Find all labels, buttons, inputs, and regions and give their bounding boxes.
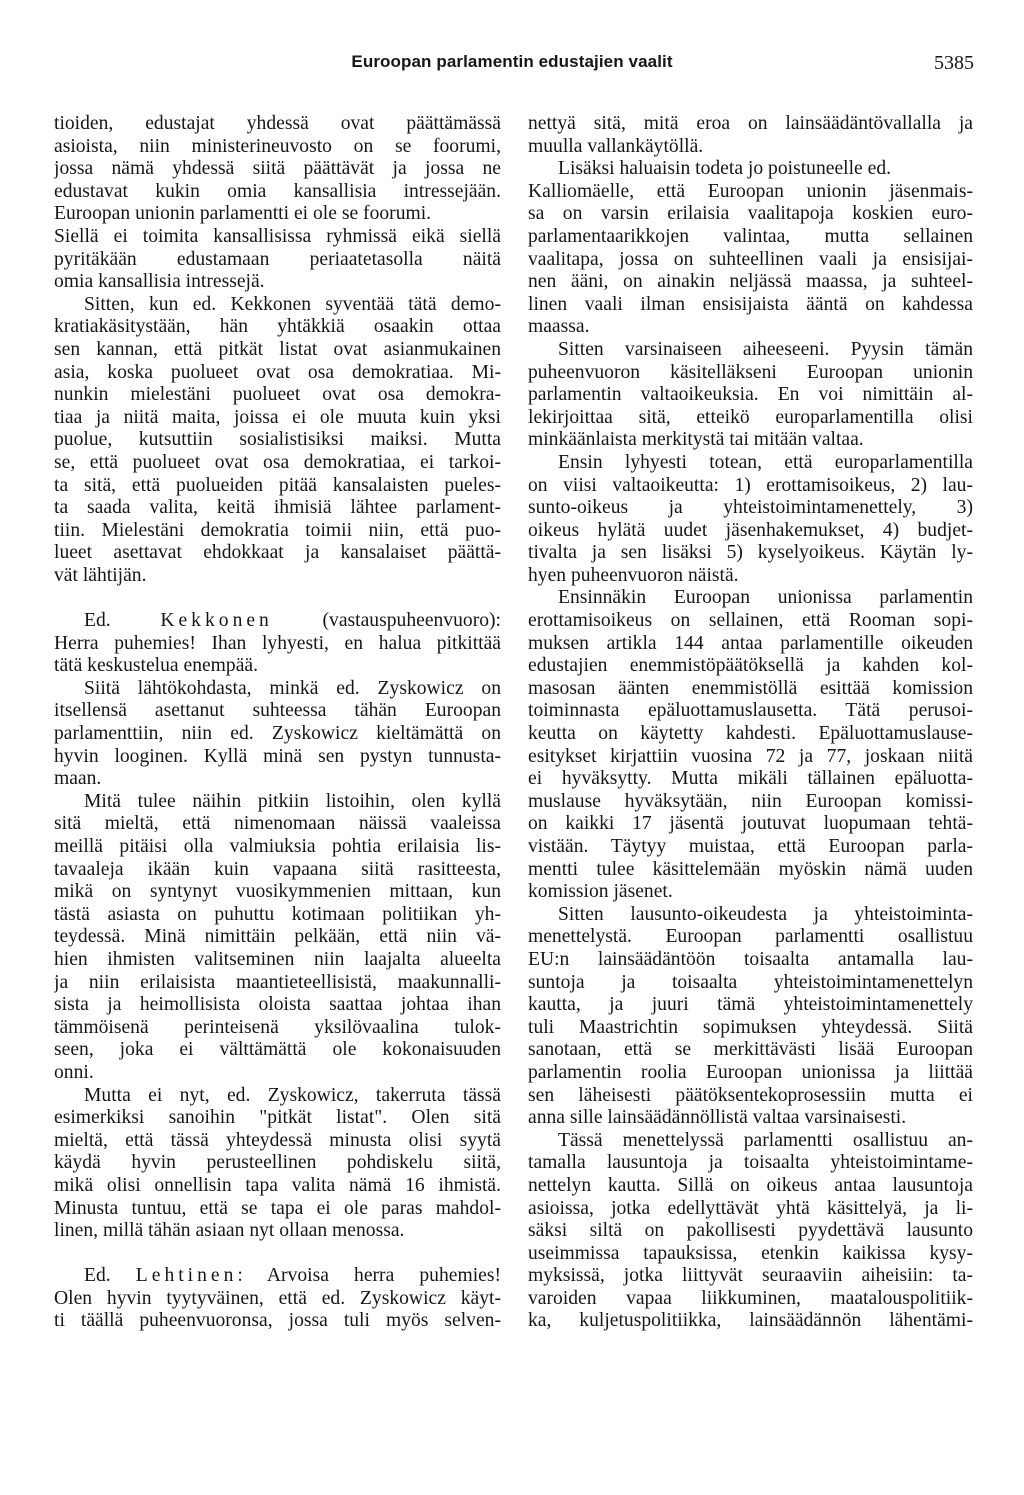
text-line (54, 136, 501, 159)
text-segment: Tässä menettelyssä parlamentti osallistuu an- (558, 1129, 973, 1151)
text-segment: (vastauspuheenvuoro): (272, 610, 501, 632)
text-line (528, 226, 973, 249)
text-line (528, 610, 973, 633)
text-line (528, 1085, 973, 1108)
text-line (54, 1152, 501, 1175)
text-line (528, 1175, 973, 1198)
text-line (528, 972, 973, 995)
text-segment: komission jäsenet. (528, 881, 673, 903)
text-segment: muksen artikla 144 antaa parlamentille oikeuden (528, 632, 973, 654)
text-line (528, 1288, 973, 1311)
text-line (54, 1175, 501, 1198)
text-segment: Sitten, kun ed. Kekkonen syventää tätä demo- (84, 293, 501, 315)
text-segment: tämmöisenä perinteisenä yksilövaalina tulok- (54, 1016, 501, 1038)
text-segment: edustavat kukin omia kansallisia intressejään. (54, 180, 501, 202)
text-line (54, 226, 501, 249)
paragraph-gap (54, 1243, 501, 1266)
text-segment: parlamenttiin, niin ed. Zyskowicz kieltämättä on (54, 723, 501, 745)
text-segment: linen, millä tähän asiaan nyt ollaan menossa. (54, 1220, 405, 1242)
text-segment: masosan äänten enemmistöllä esittää komission (528, 677, 973, 699)
text-line (54, 1062, 501, 1085)
text-line (54, 249, 501, 272)
left-text-column (54, 113, 501, 1333)
text-segment: parlamentaarikkojen valintaa, mutta sellainen (528, 225, 973, 247)
text-segment: tioiden, edustajat yhdessä ovat päättämässä (54, 113, 501, 134)
text-segment: tavaaleja ikään kuin vapaana siitä rasitteesta, (54, 858, 501, 880)
text-segment: seen, joka ei välttämättä ole kokonaisuuden (54, 1039, 501, 1061)
text-line (528, 655, 973, 678)
text-line (528, 949, 973, 972)
text-line (528, 542, 973, 565)
text-segment: mikä on syntynyt vuosikymmenien mittaan, kun (54, 881, 501, 903)
text-line (54, 452, 501, 475)
speaker-name: Kekkonen (160, 610, 273, 632)
text-segment: Ensin lyhyesti totean, että europarlamentilla (558, 451, 973, 473)
text-segment: sanotaan, että se merkittävästi lisää Euroopan (528, 1039, 973, 1061)
text-line (528, 452, 973, 475)
paragraph-gap (54, 587, 501, 610)
text-segment: muslause hyväksytään, niin Euroopan komissi- (528, 790, 973, 812)
text-segment: Kalliomäelle, että Euroopan unionin jäsenmais- (528, 180, 973, 202)
text-line (528, 249, 973, 272)
text-segment: esitykset kirjattiin vuosina 72 ja 77, joskaan niitä (528, 745, 973, 767)
text-segment: meillä pitäisi olla valmiuksia pohtia erilaisia lis- (54, 836, 501, 857)
text-line (54, 181, 501, 204)
text-segment: teydessä. Minä nimittäin pelkään, että niin vä- (54, 926, 501, 948)
text-segment: tamalla lausuntoja ja toisaalta yhteistoimintame- (528, 1152, 973, 1174)
text-segment: käydä hyvin perusteellinen pohdiskelu siitä, (54, 1152, 501, 1174)
text-segment: kratiakäsitystään, hän yhtäkkiä osaakin ottaa (54, 316, 501, 338)
text-line (528, 746, 973, 769)
text-segment: tivalta ja sen lisäksi 5) kyselyoikeus. Käytän ly- (528, 542, 973, 564)
text-segment: se, että puolueet ovat osa demokratiaa, ei tarkoi- (54, 451, 501, 473)
text-line (54, 1310, 501, 1333)
text-line (54, 429, 501, 452)
text-line (54, 1265, 501, 1288)
text-segment: nen ääni, on ainakin neljässä maassa, ja suhteel- (528, 271, 973, 293)
text-segment: mieltä, että tässä yhteydessä minusta olisi syytä (54, 1129, 501, 1151)
text-segment: ta sitä, että puolueiden pitää kansalaisten pueles- (54, 474, 501, 496)
text-segment: muulla vallankäytöllä. (528, 135, 704, 157)
text-segment: hyvin looginen. Kyllä minä sen pystyn tunnusta- (54, 745, 501, 767)
text-segment: Lisäksi haluaisin todeta jo poistuneelle ed. (558, 158, 892, 180)
text-line (54, 746, 501, 769)
text-segment: Sitten varsinaiseen aiheeseeni. Pyysin tämän (558, 338, 973, 360)
text-line (54, 1085, 501, 1108)
text-line (54, 1198, 501, 1221)
text-line (528, 339, 973, 362)
text-line (54, 972, 501, 995)
text-segment: Mitä tulee näihin pitkiin listoihin, olen kyllä (84, 790, 501, 812)
text-segment: pyritäkään edustamaan periaatetasolla näitä (54, 248, 501, 270)
text-segment: lekirjoittaa sitä, etteikö europarlamentilla olisi (528, 406, 973, 428)
text-line (528, 294, 973, 317)
text-segment: maassa. (528, 316, 590, 338)
text-segment: ka, kuljetuspolitiikka, lainsäädännön lähentämi- (528, 1310, 973, 1332)
speaker-name: Lehtinen (135, 1265, 238, 1287)
text-segment: Ensinnäkin Euroopan unionissa parlamentin (558, 587, 973, 609)
text-line (528, 158, 973, 181)
text-segment: puolue, kutsuttiin sosialistisiksi maiksi. Mutta (54, 429, 501, 451)
text-line (528, 362, 973, 385)
text-line (54, 407, 501, 430)
text-segment: vistään. Täytyy muistaa, että Euroopan parla- (528, 836, 973, 857)
text-segment: nettelyn kautta. Sillä on oikeus antaa lausuntoja (528, 1174, 973, 1196)
text-line (54, 1130, 501, 1153)
text-line (528, 768, 973, 791)
text-segment: sa on varsin erilaisia vaalitapoja koskien euro- (528, 203, 973, 225)
text-segment: säksi siltä on pakollisesti pyydettävä lausunto (528, 1220, 973, 1242)
right-text-column (528, 113, 973, 1333)
text-line (528, 475, 973, 498)
text-segment: nettyä sitä, mitä eroa on lainsäädäntövallalla ja (528, 113, 973, 134)
text-segment: linen vaali ilman ensisijaista ääntä on kahdessa (528, 293, 973, 315)
text-line (54, 813, 501, 836)
text-line (54, 1039, 501, 1062)
text-line (528, 1265, 973, 1288)
text-segment: vaalitapa, jossa on suhteellinen vaali ja ensisijai- (528, 248, 973, 270)
text-line (528, 1152, 973, 1175)
text-segment: varoiden vapaa liikkuminen, maatalouspolitiik- (528, 1287, 973, 1309)
text-line (54, 1107, 501, 1130)
text-segment: menettelystä. Euroopan parlamentti osallistuu (528, 926, 973, 948)
text-line (54, 791, 501, 814)
text-segment: sista ja heimollisista oloista saattaa johtaa ihan (54, 994, 501, 1016)
text-line (54, 542, 501, 565)
text-line (54, 655, 501, 678)
text-line (54, 700, 501, 723)
text-segment: anna sille lainsäädännöllistä valtaa varsinaisesti. (528, 1107, 907, 1129)
text-segment: myksissä, jotka liittyvät seuraaviin aiheisiin: ta- (528, 1265, 973, 1287)
text-line (528, 723, 973, 746)
text-segment: Mutta ei nyt, ed. Zyskowicz, takerruta tässä (84, 1084, 501, 1106)
text-line (528, 181, 973, 204)
text-segment: tiin. Mielestäni demokratia toimii niin, että puo- (54, 519, 501, 541)
page-number: 5385 (934, 52, 974, 74)
text-line (54, 926, 501, 949)
text-line (54, 113, 501, 136)
text-segment: omia kansallisia intressejä. (54, 271, 265, 293)
text-segment: tiaa ja niitä maita, joissa ei ole muuta kuin yksi (54, 406, 501, 428)
text-line (528, 113, 973, 136)
text-line (528, 1039, 973, 1062)
text-segment: mentti tulee käsittelemään myöskin nämä uuden (528, 858, 973, 880)
text-segment: tätä keskustelua enempää. (54, 655, 259, 677)
text-line (528, 271, 973, 294)
text-segment: asia, koska puolueet ovat osa demokratiaa. Mi- (54, 361, 501, 383)
text-segment: sen läheisesti päätöksentekoprosessiin mutta ei (528, 1084, 973, 1106)
text-line (54, 610, 501, 633)
text-line (54, 768, 501, 791)
text-line (54, 520, 501, 543)
text-line (528, 565, 973, 588)
text-segment: ei hyväksytty. Mutta mikäli tällainen epäluotta- (528, 768, 973, 790)
text-segment: : Arvoisa herra puhemies! (237, 1265, 501, 1287)
text-line (54, 203, 501, 226)
text-line (528, 1220, 973, 1243)
text-segment: sunto-oikeus ja yhteistoimintamenettely, 3) (528, 497, 973, 519)
text-segment: puheenvuoron käsitelläkseni Euroopan unionin (528, 361, 973, 383)
text-segment: Minusta tuntuu, että se tapa ei ole paras mahdol- (54, 1197, 501, 1219)
text-segment: useimmissa tapauksissa, etenkin kaikissa kysy- (528, 1242, 973, 1264)
text-segment: Olen hyvin tyytyväinen, että ed. Zyskowicz käyt- (54, 1287, 501, 1309)
text-segment: sen kannan, että pitkät listat ovat asianmukainen (54, 338, 501, 360)
text-segment: Ed. (84, 1265, 136, 1287)
text-segment: ti täällä puheenvuoronsa, jossa tuli myös selven- (54, 1310, 501, 1332)
text-segment: vät lähtijän. (54, 564, 147, 586)
text-line (54, 678, 501, 701)
text-line (528, 1310, 973, 1333)
text-line (54, 497, 501, 520)
text-segment: tuli Maastrichtin sopimuksen yhteydessä. Siitä (528, 1016, 973, 1038)
text-segment: hyen puheenvuoron näistä. (528, 564, 739, 586)
text-line (54, 1220, 501, 1243)
text-segment: ta saada valita, keitä ihmisiä lähtee parlament- (54, 497, 501, 519)
text-line (528, 633, 973, 656)
text-segment: EU:n lainsäädäntöön toisaalta antamalla lau- (528, 948, 973, 970)
text-segment: Siitä lähtökohdasta, minkä ed. Zyskowicz on (84, 677, 501, 699)
text-segment: on viisi valtaoikeutta: 1) erottamisoikeus, 2) lau- (528, 474, 973, 496)
text-line (54, 836, 501, 859)
text-segment: jossa nämä yhdessä siitä päättävät ja jossa ne (54, 158, 501, 180)
text-line (528, 881, 973, 904)
text-line (54, 362, 501, 385)
text-segment: keutta on käytetty kahdesti. Epäluottamuslause- (528, 723, 973, 745)
text-line (528, 678, 973, 701)
text-segment: Euroopan unionin parlamentti ei ole se foorumi. (54, 203, 432, 225)
text-segment: asioista, niin ministerineuvosto on se foorumi, (54, 135, 501, 157)
text-line (54, 994, 501, 1017)
running-header-title: Euroopan parlamentin edustajien vaalit (351, 52, 673, 71)
text-line (54, 904, 501, 927)
text-segment: ja niin erilaisista maantieteellisistä, maakunnalli- (54, 971, 501, 993)
text-line (528, 136, 973, 159)
text-segment: maan. (54, 768, 102, 790)
text-line (54, 158, 501, 181)
text-line (528, 316, 973, 339)
text-segment: Sitten lausunto-oikeudesta ja yhteistoiminta- (558, 903, 973, 925)
text-line (528, 904, 973, 927)
text-line (528, 700, 973, 723)
text-segment: kautta, ja juuri tämä yhteistoimintamenettely (528, 994, 973, 1016)
text-segment: asioissa, jotka edellyttävät yhtä käsittelyä, ja li- (528, 1197, 973, 1219)
text-segment: nunkin mielestäni puolueet ovat osa demokra- (54, 384, 501, 406)
text-segment: parlamentin roolia Euroopan unionissa ja liittää (528, 1061, 973, 1083)
text-segment: itsellensä asettanut suhteessa tähän Euroopan (54, 700, 501, 722)
text-line (54, 881, 501, 904)
text-segment: tästä asiasta on puhuttu kotimaan politiikan yh- (54, 903, 501, 925)
text-line (528, 791, 973, 814)
text-line (528, 813, 973, 836)
text-segment: onni. (54, 1061, 94, 1083)
text-segment: erottamisoikeus on sellainen, että Rooman sopi- (528, 610, 973, 632)
text-line (54, 339, 501, 362)
text-line (528, 587, 973, 610)
text-line (528, 836, 973, 859)
text-line (528, 520, 973, 543)
text-segment: on kaikki 17 jäsentä joutuvat luopumaan tehtä- (528, 813, 973, 835)
text-line (54, 475, 501, 498)
text-line (54, 316, 501, 339)
text-line (528, 429, 973, 452)
text-line (528, 1017, 973, 1040)
text-line (54, 1288, 501, 1311)
text-line (54, 723, 501, 746)
text-segment: minkäänlaista merkitystä tai mitään valtaa. (528, 429, 864, 451)
text-segment: Herra puhemies! Ihan lyhyesti, en halua pitkittää (54, 632, 501, 654)
text-segment: toiminnasta epäluottamuslausetta. Tätä perusoi- (528, 700, 973, 722)
text-line (528, 994, 973, 1017)
text-line (54, 633, 501, 656)
text-line (528, 203, 973, 226)
text-segment: edustajien enemmistöpäätöksellä ja kahden kol- (528, 655, 973, 677)
text-segment: sitä mieltä, että nimenomaan näissä vaaleissa (54, 813, 501, 835)
text-line (54, 949, 501, 972)
text-segment: Siellä ei toimita kansallisissa ryhmissä eikä siellä (54, 225, 501, 247)
text-segment: parlamentin valtaoikeuksia. En voi nimittäin al- (528, 384, 973, 406)
text-line (528, 407, 973, 430)
text-segment: oikeus hylätä uudet jäsenhakemukset, 4) budjet- (528, 519, 973, 541)
text-line (528, 926, 973, 949)
text-line (54, 859, 501, 882)
text-line (54, 1017, 501, 1040)
text-line (54, 294, 501, 317)
text-line (54, 565, 501, 588)
text-line (528, 1107, 973, 1130)
text-line (528, 1198, 973, 1221)
text-segment: esimerkiksi sanoihin "pitkät listat". Olen sitä (54, 1107, 501, 1129)
text-line (528, 497, 973, 520)
text-line (528, 1130, 973, 1153)
text-line (528, 859, 973, 882)
text-line (54, 271, 501, 294)
text-line (528, 1243, 973, 1266)
text-segment: Ed. (84, 610, 161, 632)
text-segment: mikä olisi onnellisin tapa valita nämä 16 ihmistä. (54, 1174, 501, 1196)
text-line (54, 384, 501, 407)
text-segment: lueet asettavat ehdokkaat ja kansalaiset päättä- (54, 542, 501, 564)
text-line (528, 384, 973, 407)
text-segment: hien ihmisten valitseminen niin laajalta alueelta (54, 948, 501, 970)
text-line (528, 1062, 973, 1085)
text-segment: suntoja ja toisaalta yhteistoimintamenettelyn (528, 971, 973, 993)
